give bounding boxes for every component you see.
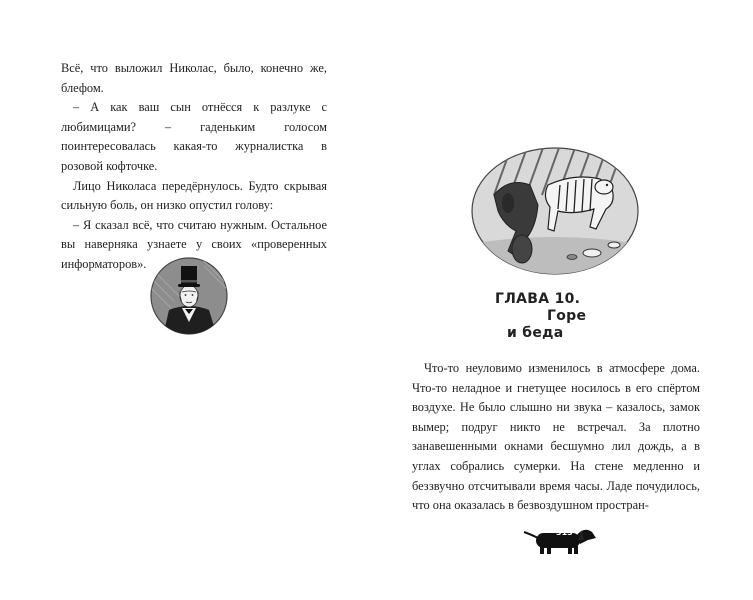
chapter-number: ГЛАВА 10. bbox=[495, 291, 581, 307]
left-page-text bbox=[61, 59, 327, 275]
man-in-top-hat-illustration bbox=[149, 256, 229, 336]
dachshund-icon bbox=[520, 520, 600, 560]
left-page bbox=[0, 0, 376, 600]
chapter-heading bbox=[495, 291, 615, 342]
paragraph: Всё, что выложил Николас, было, конечно же, блефом. bbox=[61, 61, 327, 95]
dogs-illustration bbox=[464, 145, 646, 283]
right-page-text bbox=[412, 359, 700, 516]
page-number: 315 bbox=[556, 528, 573, 537]
right-page bbox=[376, 0, 753, 600]
chapter-title-line-2: и беда bbox=[507, 325, 564, 341]
paragraph: Лицо Николаса передёрнулось. Будто скрывая сильную боль, он низко опустил голову: bbox=[61, 178, 327, 213]
page-footer bbox=[520, 520, 600, 560]
paragraph: – Я сказал всё, что считаю нужным. Остальное вы наверняка узнаете у своих «проверенных информаторов». bbox=[61, 217, 327, 271]
paragraph: Что-то неуловимо изменилось в атмосфере дома. Что-то неладное и гнетущее носилось в его спёртом воздухе. Не было слышно ни звука – казалось, замок вымер; подруг никто не встречал. За плотно занавешенными окнами бесшумно лил дождь, а в углах собрались сумерки. На стене медленно и беззвучно отсчитывали время часы. Ладе почудилось, что она оказалась в безвоздушном простран- bbox=[412, 361, 700, 513]
paragraph: – А как ваш сын отнёсся к разлуке с любимицами? – гаденьким голосом поинтересовалась какая-то журналистка в розовой кофточке. bbox=[61, 100, 327, 173]
chapter-title-line-1: Горе bbox=[547, 308, 587, 324]
